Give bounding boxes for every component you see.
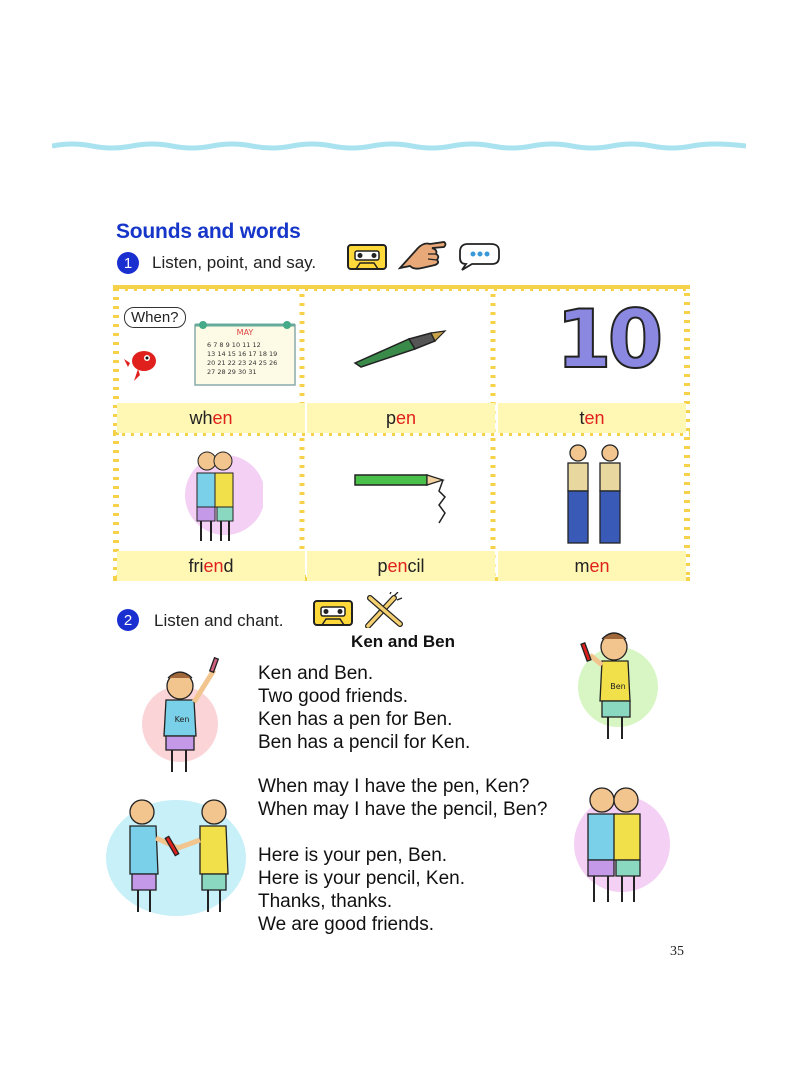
word-grid bbox=[113, 285, 690, 581]
activity-2-number: 2 bbox=[117, 609, 139, 631]
green-pencil-icon bbox=[351, 467, 451, 529]
svg-text:Ben: Ben bbox=[610, 682, 626, 691]
svg-text:MAY: MAY bbox=[236, 328, 254, 337]
activity-1-number: 1 bbox=[117, 252, 139, 274]
word-card-men bbox=[498, 437, 686, 581]
chant-verse-1 bbox=[258, 662, 470, 754]
svg-text:13 14 15 16 17 18 19: 13 14 15 16 17 18 19 bbox=[207, 350, 278, 358]
friends-hugging-image bbox=[560, 778, 670, 910]
crossed-sticks-icon bbox=[364, 592, 404, 628]
chant-verse-2 bbox=[258, 775, 547, 821]
number-ten-icon: 10 bbox=[556, 293, 660, 386]
speech-bubble-icon bbox=[456, 240, 502, 272]
chant-line: Two good friends. bbox=[258, 686, 408, 707]
cassette-icon bbox=[312, 598, 354, 628]
word-card-ten bbox=[498, 289, 686, 433]
word-friend: friend bbox=[117, 551, 305, 581]
cassette-icon bbox=[346, 242, 388, 272]
chant-line: When may I have the pencil, Ben? bbox=[258, 799, 548, 820]
chant-line: Here is your pencil, Ken. bbox=[258, 868, 465, 889]
chant-line: When may I have the pen, Ken? bbox=[258, 776, 530, 797]
section-title: Sounds and words bbox=[116, 220, 301, 243]
decorative-wave-line bbox=[52, 140, 746, 152]
chant-line: Ken and Ben. bbox=[258, 663, 374, 684]
page-number: 35 bbox=[670, 944, 684, 959]
svg-text:6 7 8 9 10 11 12: 6 7 8 9 10 11 12 bbox=[207, 341, 261, 349]
fountain-pen-icon bbox=[351, 329, 447, 369]
word-card-pen bbox=[307, 289, 495, 433]
chant-title: Ken and Ben bbox=[351, 632, 455, 651]
word-card-pencil bbox=[307, 437, 495, 581]
word-when: when bbox=[117, 403, 305, 433]
activity-1-instruction: Listen, point, and say. bbox=[152, 253, 317, 272]
two-men-image bbox=[560, 441, 630, 549]
chant-line: Ben has a pencil for Ken. bbox=[258, 732, 471, 753]
word-pencil: pencil bbox=[307, 551, 495, 581]
chant-line: We are good friends. bbox=[258, 914, 435, 935]
chant-line: Ken has a pen for Ben. bbox=[258, 709, 453, 730]
red-bird-icon bbox=[122, 345, 162, 385]
ken-with-pen-image bbox=[136, 656, 236, 778]
calendar-icon bbox=[193, 319, 297, 387]
svg-text:27 28 29 30 31: 27 28 29 30 31 bbox=[207, 368, 257, 376]
ben-with-pencil-image bbox=[566, 625, 666, 745]
word-men: men bbox=[498, 551, 686, 581]
ken-and-ben-exchanging-image bbox=[104, 782, 254, 922]
when-bubble: When? bbox=[124, 307, 186, 328]
word-pen: pen bbox=[307, 403, 495, 433]
chant-verse-3 bbox=[258, 844, 465, 936]
chant-line: Here is your pen, Ben. bbox=[258, 845, 448, 866]
svg-text:20 21 22 23 24 25 26: 20 21 22 23 24 25 26 bbox=[207, 359, 278, 367]
svg-text:Ken: Ken bbox=[174, 715, 190, 724]
word-card-when bbox=[117, 289, 305, 433]
word-ten: ten bbox=[498, 403, 686, 433]
activity-2-instruction: Listen and chant. bbox=[154, 611, 284, 630]
pointing-hand-icon bbox=[398, 238, 448, 272]
chant-line: Thanks, thanks. bbox=[258, 891, 393, 912]
word-card-friend bbox=[117, 437, 305, 581]
two-friends-hugging-image bbox=[173, 441, 263, 545]
